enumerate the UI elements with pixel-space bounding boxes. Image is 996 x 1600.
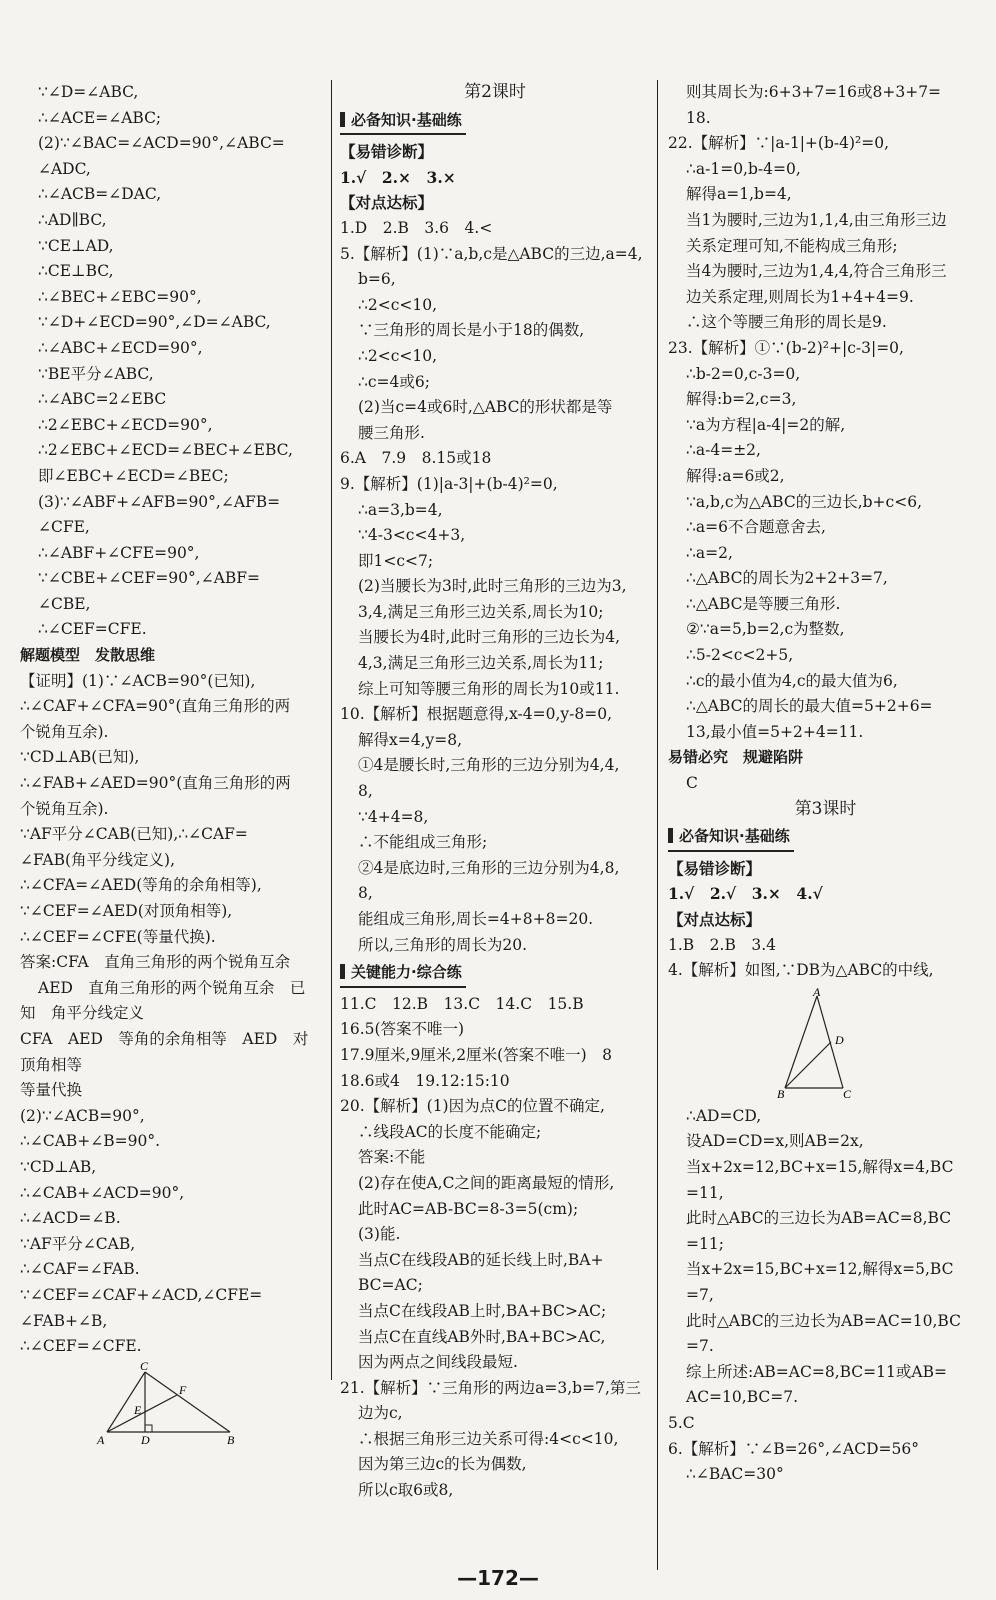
answer-line: ∵AF平分∠CAB(已知),∴∠CAF= [20,825,248,844]
answer-line: ∴2<c<10, [358,295,438,314]
lesson-title: 第2课时 [464,82,526,102]
answer-line: 9.【解析】(1)|a-3|+(b-4)²=0, [340,474,558,493]
answer-line: 个锐角互余). [20,722,109,741]
answer-line: 当1为腰时,三边为1,1,4,由三角形三边 [686,210,947,229]
answer-line: =11, [686,1183,724,1202]
answer-line: 等量代换 [20,1081,83,1100]
answer-line: 当点C在线段AB上时,BA+BC>AC; [358,1301,607,1320]
fig1-line-AC [107,1372,145,1432]
answer-line: ∴根据三角形三边关系可得:4<c<10, [358,1429,619,1448]
answer-line: (3)∵∠ABF+∠AFB=90°,∠AFB= [38,492,281,511]
answer-line: 关系定理可知,不能构成三角形; [686,236,898,255]
answer-line: ∴5-2<c<2+5, [686,646,794,665]
answer-line: ∴△ABC的周长的最大值=5+2+6= [686,697,933,716]
answer-line: ∴∠ACB=∠DAC, [38,185,162,204]
answer-line: 21.【解析】∵三角形的两边a=3,b=7,第三 [340,1378,641,1397]
answer-line: ∴a=6不合题意舍去, [686,518,826,537]
fig3-label-B: B [777,1086,785,1100]
answer-line: 解得:a=6或2, [686,466,785,485]
fig3-label-C: C [843,1086,852,1100]
fig1-label-F: F [179,1383,187,1397]
section-bar-icon [340,964,345,979]
answer-line: ∴2<c<10, [358,346,438,365]
answer-line: ∵CD⊥AB, [20,1157,97,1176]
answer-line: 10.【解析】根据题意得,x-4=0,y-8=0, [340,705,613,724]
fig1-right-angle-mark [145,1425,152,1432]
answer-line: 【易错诊断】 [668,858,762,878]
answer-line: 18. [686,108,711,127]
answer-line: ∴a=2, [686,543,733,562]
answer-line: 20.【解析】(1)因为点C的位置不确定, [340,1097,605,1116]
section-heading [340,960,466,988]
section-bar-icon [340,112,345,127]
fig3-line-AB [785,996,817,1088]
answer-line: ∠CBE, [38,594,91,613]
answer-line: 11.C 12.B 13.C 14.C 15.B [340,994,584,1013]
answer-line: 当点C在线段AB的延长线上时,BA+ [358,1250,604,1269]
answer-line: ∠FAB+∠B, [20,1311,108,1330]
answer-line: 因为第三边c的长为偶数, [358,1455,527,1474]
answer-line: ∵BE平分∠ABC, [38,364,154,383]
answer-line: ∴∠CFA=∠AED(等角的余角相等), [20,876,262,895]
answer-line: 顶角相等 [20,1055,83,1074]
answer-line: 设AD=CD=x,则AB=2x, [686,1132,864,1151]
answer-line: 18.6或4 19.12:15:10 [340,1071,510,1090]
answer-line: ∴∠CAF+∠CFA=90°(直角三角形的两 [20,697,291,716]
answer-line: =7, [686,1285,714,1304]
answer-line: AC=10,BC=7. [686,1388,799,1407]
page-number: —172— [457,1566,539,1590]
answer-line: 【对点达标】 [668,910,762,929]
answer-line: 解得x=4,y=8, [358,730,463,749]
answer-line: 23.【解析】①∵(b-2)²+|c-3|=0, [668,338,904,357]
answer-line: ∵∠D+∠ECD=90°,∠D=∠ABC, [38,313,271,332]
answer-line: 即∠EBC+∠ECD=∠BEC; [38,466,229,485]
answer-line: ∴∠FAB+∠AED=90°(直角三角形的两 [20,774,291,793]
answer-line: 答案:CFA 直角三角形的两个锐角互余 [20,953,291,972]
answer-line: 综上可知等腰三角形的周长为10或11. [358,679,620,698]
answer-line: ∵CD⊥AB(已知), [20,748,140,767]
answer-line: 当腰长为4时,此时三角形的三边长为4, [358,628,621,647]
answer-line: 4,3,满足三角形三边关系,周长为11; [358,654,604,673]
answer-line: 即1<c<7; [358,551,434,570]
fig3-label-D: D [835,1032,844,1047]
section-bar-icon [668,828,673,843]
answer-line: ∴∠ACE=∠ABC; [38,108,162,127]
section-heading-text: 关键能力·综合练 [351,963,462,982]
answer-line: 能组成三角形,周长=4+8+8=20. [358,910,594,928]
fig1-line-AF [107,1395,177,1432]
fig1-label-C: C [140,1360,149,1373]
answer-line: ∴CE⊥BC, [38,262,114,281]
answer-line: 13,最小值=5+2+4=11. [686,722,864,741]
answer-line: ∵CE⊥AD, [38,236,114,255]
answer-line: ∵∠CEF=∠CAF+∠ACD,∠CFE= [20,1285,263,1304]
answer-line: 所以c取6或8, [358,1481,454,1500]
answer-line: ∵∠CEF=∠AED(对顶角相等), [20,902,233,920]
answer-line: 8, [358,884,373,903]
answer-line: 3,4,满足三角形三边关系,周长为10; [358,602,604,621]
answer-line: ∵AF平分∠CAB, [20,1234,136,1253]
answer-line: ①4是腰长时,三角形的三边分别为4,4, [358,756,620,775]
answer-line: 解得:b=2,c=3, [686,390,797,409]
answer-line: 当x+2x=15,BC+x=12,解得x=5,BC [686,1260,954,1279]
lesson-title: 第3课时 [794,798,857,819]
answer-line: 答案:不能 [358,1148,426,1167]
answer-line: 此时AC=AB-BC=8-3=5(cm); [358,1199,579,1218]
answer-line: ∴a-4=±2, [686,441,761,460]
answer-line: 【证明】(1)∵∠ACB=90°(已知), [20,671,256,690]
answer-line: ∠ADC, [38,159,91,178]
answer-line: ∵∠D=∠ABC, [38,83,139,101]
answer-line: 【对点达标】 [340,193,434,213]
answer-line: ②∵a=5,b=2,c为整数, [686,620,845,639]
answer-line: 则其周长为:6+3+7=16或8+3+7= [686,83,942,101]
answer-line: 腰三角形. [358,423,425,442]
answer-line: 当点C在直线AB外时,BA+BC>AC, [358,1327,606,1346]
triangle-figure-left [95,1360,245,1450]
answer-line: ∴不能组成三角形; [358,833,488,852]
subsection-heading: 易错必究 规避陷阱 [668,748,804,767]
answer-line: ∴c=4或6; [358,372,430,391]
answer-line: (2)∵∠ACB=90°, [20,1106,145,1125]
answer-line: ∴∠CAB+∠B=90°. [20,1132,161,1151]
answer-line: 1.√ 2.× 3.× [340,167,456,187]
answer-line: ∴c的最小值为4,c的最大值为6, [686,671,898,690]
answer-line: ∴AD=CD, [686,1106,762,1125]
answer-line: ②4是底边时,三角形的三边分别为4,8, [358,858,620,877]
answer-line: ∵4-3<c<4+3, [358,526,466,545]
answer-line: ∴∠BAC=30° [686,1465,784,1484]
answer-line: 此时△ABC的三边长为AB=AC=8,BC [686,1209,952,1228]
answer-line: C [686,774,698,793]
answer-line: 综上所述:AB=AC=8,BC=11或AB= [686,1362,947,1381]
answer-line: 知 角平分线定义 [20,1004,145,1023]
answer-line: (2)当腰长为3时,此时三角形的三边为3, [358,577,627,596]
column-left [20,80,325,1360]
answer-line: (2)当c=4或6时,△ABC的形状都是等 [358,398,613,417]
fig1-label-D: D [141,1433,150,1447]
answer-line: ∵a为方程|a-4|=2的解, [686,415,846,434]
column-divider-1 [331,80,332,1380]
answer-line: ∴∠CAF=∠FAB. [20,1260,140,1279]
answer-line: ∴∠ABC+∠ECD=90°, [38,338,203,357]
section-heading [668,824,794,852]
answer-line: ∴2∠EBC+∠ECD=∠BEC+∠EBC, [38,441,293,460]
answer-line: b=6, [358,270,396,289]
answer-line: CFA AED 等角的余角相等 AED 对 [20,1029,309,1048]
answer-line: 1.B 2.B 3.4 [668,935,777,954]
answer-line: 16.5(答案不唯一) [340,1020,465,1039]
answer-line: ∴AD∥BC, [38,210,107,229]
fig1-label-B: B [227,1433,235,1447]
fig1-label-A: A [97,1433,105,1447]
answer-line: 因为两点之间线段最短. [358,1353,518,1372]
fig1-line-CB [145,1372,230,1432]
fig3-line-BD [785,1042,831,1088]
answer-line: ∠CFE, [38,518,90,537]
answer-line: ∴a=3,b=4, [358,500,443,519]
answer-line: ∴∠CAB+∠ACD=90°, [20,1183,185,1202]
answer-line: 1.√ 2.√ 3.× 4.√ [668,884,823,904]
answer-line: =7. [686,1337,714,1356]
section-heading-text: 必备知识·基础练 [679,827,790,846]
answer-line: ∵∠CBE+∠CEF=90°,∠ABF= [38,569,261,588]
column-divider-2 [657,80,658,1570]
answer-line: 5.C [668,1413,695,1432]
answer-line: ∴∠ABC=2∠EBC [38,390,167,409]
subsection-heading: 解题模型 发散思维 [20,646,156,665]
answer-line: 边关系定理,则周长为1+4+4=9. [686,287,914,306]
answer-line: (3)能. [358,1225,401,1244]
answer-line: 22.【解析】∵|a-1|+(b-4)²=0, [668,134,890,153]
answer-line: 5.【解析】(1)∵a,b,c是△ABC的三边,a=4, [340,244,643,263]
column-right [668,80,983,1488]
answer-line: ∴△ABC的周长为2+2+3=7, [686,569,888,588]
answer-line: 8, [358,782,373,801]
answer-line: ∵a,b,c为△ABC的三边长,b+c<6, [686,492,923,511]
answer-line: 个锐角互余). [20,799,109,818]
answer-line: (2)存在使A,C之间的距离最短的情形, [358,1173,615,1192]
answer-line: 17.9厘米,9厘米,2厘米(答案不唯一) 8 [340,1045,613,1064]
answer-line: ∴∠ACD=∠B. [20,1209,121,1228]
triangle-figure-right [773,988,883,1100]
answer-line: 4.【解析】如图,∵DB为△ABC的中线, [668,961,934,980]
section-heading [340,108,466,136]
answer-line: 【易错诊断】 [340,142,434,162]
answer-line: ∴∠ABF+∠CFE=90°, [38,543,200,562]
answer-line: ∴∠CEF=∠CFE. [20,1337,142,1356]
answer-line: ∴∠CEF=∠CFE(等量代换). [20,927,216,946]
answer-line: 当x+2x=12,BC+x=15,解得x=4,BC [686,1157,954,1176]
answer-line: ∴这个等腰三角形的周长是9. [686,313,887,332]
answer-line: 6.【解析】∵∠B=26°,∠ACD=56° [668,1439,919,1458]
answer-line: ∵4+4=8, [358,807,429,826]
answer-line: 1.D 2.B 3.6 4.< [340,218,493,237]
answer-line: ∵三角形的周长是小于18的偶数, [358,321,585,340]
answer-line: ∴b-2=0,c-3=0, [686,364,801,383]
answer-line: 所以,三角形的周长为20. [358,935,528,954]
answer-line: ∴a-1=0,b-4=0, [686,159,801,178]
answer-line: 解得a=1,b=4, [686,185,792,204]
column-middle [340,80,650,1504]
answer-line: ∴线段AC的长度不能确定; [358,1122,542,1141]
answer-line: AED 直角三角形的两个锐角互余 已 [38,978,306,997]
fig3-label-A: A [813,987,821,999]
answer-line: ∴∠CEF=CFE. [38,620,147,639]
answer-line: 6.A 7.9 8.15或18 [340,449,492,468]
answer-line: ∴△ABC是等腰三角形. [686,594,841,613]
answer-line: ∠FAB(角平分线定义), [20,850,176,869]
answer-line: BC=AC; [358,1276,423,1295]
answer-line: 此时△ABC的三边长为AB=AC=10,BC [686,1311,961,1330]
answer-line: (2)∵∠BAC=∠ACD=90°,∠ABC= [38,134,285,153]
answer-line: =11; [686,1234,724,1253]
answer-line: 当4为腰时,三边为1,4,4,符合三角形三 [686,262,947,281]
answer-line: ∴2∠EBC+∠ECD=90°, [38,415,213,434]
answer-line: ∴∠BEC+∠EBC=90°, [38,287,202,306]
fig1-label-E: E [134,1403,142,1417]
section-heading-text: 必备知识·基础练 [351,110,462,129]
answer-line: 边为c, [358,1404,403,1423]
